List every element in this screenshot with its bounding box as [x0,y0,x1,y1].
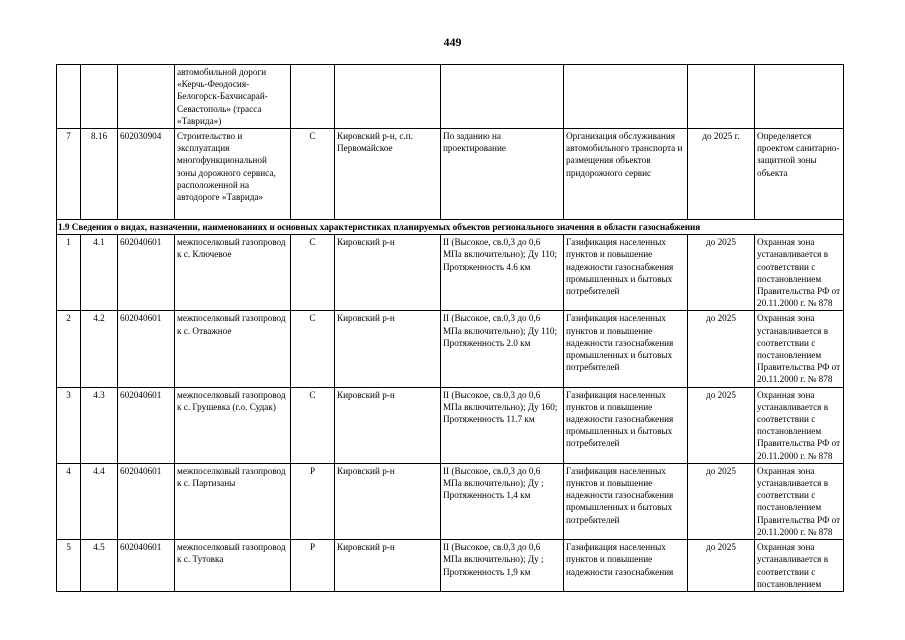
page-number: 449 [443,35,462,49]
row-deadline: до 2025 [688,463,755,539]
row-zone: Охранная зона устанавливается в соответствии с постановлением Правительства РФ от 20.11.2000 г. № 878 [755,463,844,539]
row-object-id: 602040601 [118,463,175,539]
row-object-name: Строительство и эксплуатация многофункциональной зоны дорожного сервиса, расположенной на автодороге «Таврида» [175,129,291,220]
row-object-name: автомобильной дороги «Керчь-Феодосия-Белогорск-Бахчисарай-Севастополь» (трасса «Таврида») [175,65,291,129]
row-object-id [118,65,175,129]
row-purpose: Газификация населенных пунктов и повышение надежности газоснабжения промышленных и бытовых потребителей [564,311,688,387]
row-location: Кировский р-н [335,540,441,592]
row-deadline: до 2025 г. [688,129,755,220]
row-location: Кировский р-н [335,235,441,311]
row-object-id: 602040601 [118,540,175,592]
row-number: 5 [57,540,81,592]
row-purpose: Организация обслуживания автомобильного транспорта и размещения объектов придорожного сервис [564,129,688,220]
table-row [57,65,844,129]
row-status: С [291,235,335,311]
table-body-after [57,235,844,592]
row-number: 1 [57,235,81,311]
table-row [57,463,844,539]
planned-objects-table [56,64,844,592]
row-purpose [564,65,688,129]
row-object-name: межпоселковый газопровод к с. Ключевое [175,235,291,311]
row-status [291,65,335,129]
row-characteristics: II (Высокое, св.0,3 до 0,6 МПа включительно); Ду ; Протяженность 1,4 км [441,463,564,539]
row-number: 2 [57,311,81,387]
row-zone: Охранная зона устанавливается в соответствии с постановлением [755,540,844,592]
row-code: 4.5 [81,540,118,592]
row-purpose: Газификация населенных пунктов и повышение надежности газоснабжения [564,540,688,592]
table-row [57,235,844,311]
row-status: С [291,129,335,220]
row-deadline: до 2025 [688,540,755,592]
row-purpose: Газификация населенных пунктов и повышение надежности газоснабжения промышленных и бытовых потребителей [564,387,688,463]
row-zone: Охранная зона устанавливается в соответствии с постановлением Правительства РФ от 20.11.2000 г. № 878 [755,387,844,463]
row-object-name: межпоселковый газопровод к с. Грушевка (г.о. Судак) [175,387,291,463]
row-location: Кировский р-н [335,463,441,539]
row-code [81,65,118,129]
row-object-id: 602040601 [118,311,175,387]
row-characteristics: II (Высокое, св.0,3 до 0,6 МПа включительно); Ду 110; Протяженность 4.6 км [441,235,564,311]
row-zone: Охранная зона устанавливается в соответствии с постановлением Правительства РФ от 20.11.2000 г. № 878 [755,235,844,311]
row-zone: Определяется проектом санитарно-защитной зоны объекта [755,129,844,220]
row-deadline [688,65,755,129]
row-deadline: до 2025 [688,387,755,463]
table-row [57,387,844,463]
table-row [57,129,844,220]
row-purpose: Газификация населенных пунктов и повышение надежности газоснабжения промышленных и бытовых потребителей [564,235,688,311]
row-characteristics: II (Высокое, св.0,3 до 0,6 МПа включительно); Ду 160; Протяженность 11.7 км [441,387,564,463]
row-status: С [291,311,335,387]
row-characteristics [441,65,564,129]
table-body-before [57,65,844,220]
row-deadline: до 2025 [688,235,755,311]
row-location: Кировский р-н, с.п. Первомайское [335,129,441,220]
table-row [57,311,844,387]
row-code: 4.4 [81,463,118,539]
row-object-name: межпоселковый газопровод к с. Отважное [175,311,291,387]
row-location [335,65,441,129]
row-location: Кировский р-н [335,311,441,387]
row-status: Р [291,540,335,592]
row-object-id: 602040601 [118,235,175,311]
row-code: 4.3 [81,387,118,463]
row-zone [755,65,844,129]
section-heading-row [57,220,844,235]
row-purpose: Газификация населенных пунктов и повышение надежности газоснабжения промышленных и бытовых потребителей [564,463,688,539]
row-code: 4.1 [81,235,118,311]
row-location: Кировский р-н [335,387,441,463]
row-number [57,65,81,129]
row-object-id: 602040601 [118,387,175,463]
row-code: 4.2 [81,311,118,387]
row-zone: Охранная зона устанавливается в соответствии с постановлением Правительства РФ от 20.11.2000 г. № 878 [755,311,844,387]
row-status: Р [291,463,335,539]
row-characteristics: II (Высокое, св.0,3 до 0,6 МПа включительно); Ду 110; Протяженность 2.0 км [441,311,564,387]
row-object-name: межпоселковый газопровод к с. Тутовка [175,540,291,592]
row-characteristics: II (Высокое, св.0,3 до 0,6 МПа включительно); Ду ; Протяженность 1,9 км [441,540,564,592]
row-number: 3 [57,387,81,463]
row-code: 8.16 [81,129,118,220]
section-heading-body [57,220,844,235]
row-characteristics: По заданию на проектирование [441,129,564,220]
row-number: 7 [57,129,81,220]
row-status: С [291,387,335,463]
table-row [57,540,844,592]
row-number: 4 [57,463,81,539]
section-heading: 1.9 Сведения о видах, назначении, наименованиях и основных характеристиках планируемых объектов регионального значения в области газоснабжения [57,220,844,235]
row-object-id: 602030904 [118,129,175,220]
row-object-name: межпоселковый газопровод к с. Партизаны [175,463,291,539]
row-deadline: до 2025 [688,311,755,387]
